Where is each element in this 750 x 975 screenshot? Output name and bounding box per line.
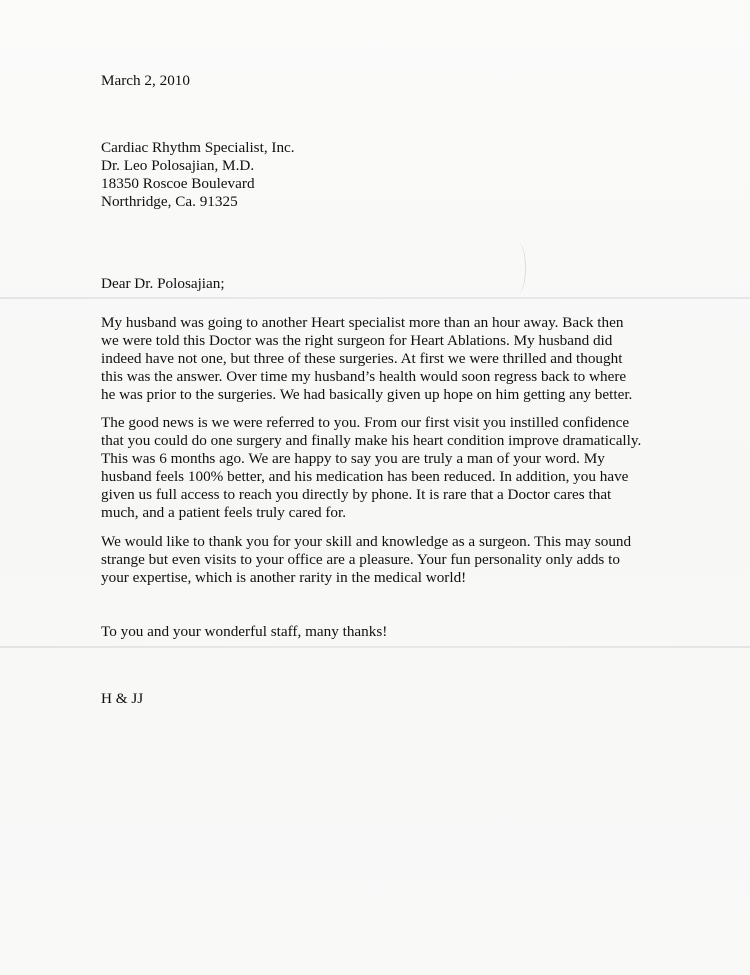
paragraph-line: he was prior to the surgeries. We had basically given up hope on him getting any better. <box>101 386 633 403</box>
paragraph-line: This was 6 months ago. We are happy to say you are truly a man of your word. My <box>101 450 605 467</box>
paragraph-line: My husband was going to another Heart specialist more than an hour away. Back then <box>101 314 624 331</box>
paragraph-line: that you could do one surgery and finally make his heart condition improve dramatically. <box>101 432 642 449</box>
paragraph-line: indeed have not one, but three of these surgeries. At first we were thrilled and thought <box>101 350 623 367</box>
paper-fold-upper <box>0 297 750 299</box>
signature: H & JJ <box>101 690 144 707</box>
salutation: Dear Dr. Polosajian; <box>101 275 225 292</box>
paragraph-line: We would like to thank you for your skill and knowledge as a surgeon. This may sound <box>101 533 632 550</box>
body-paragraph-1 <box>101 314 632 404</box>
paragraph-line: much, and a patient feels truly cared for. <box>101 504 347 521</box>
paragraph-line: your expertise, which is another rarity in the medical world! <box>101 569 467 586</box>
paragraph-line: we were told this Doctor was the right surgeon for Heart Ablations. My husband did <box>101 332 613 349</box>
body-paragraph-3 <box>101 533 631 587</box>
closing-line: To you and your wonderful staff, many thanks! <box>101 623 388 640</box>
paper-crease-mark <box>511 243 526 293</box>
address-line-street: 18350 Roscoe Boulevard <box>101 175 255 192</box>
recipient-address <box>101 139 295 211</box>
paragraph-line: strange but even visits to your office are a pleasure. Your fun personality only adds to <box>101 551 620 568</box>
paragraph-line: given us full access to reach you directly by phone. It is rare that a Doctor cares that <box>101 486 612 503</box>
paper-fold-lower <box>0 646 750 648</box>
address-line-doctor: Dr. Leo Polosajian, M.D. <box>101 157 255 174</box>
address-line-city: Northridge, Ca. 91325 <box>101 193 238 210</box>
letter-date: March 2, 2010 <box>101 72 190 89</box>
paragraph-line: this was the answer. Over time my husband’s health would soon regress back to where <box>101 368 627 385</box>
paragraph-line: husband feels 100% better, and his medication has been reduced. In addition, you have <box>101 468 629 485</box>
address-line-company: Cardiac Rhythm Specialist, Inc. <box>101 139 295 156</box>
body-paragraph-2 <box>101 414 641 522</box>
paragraph-line: The good news is we were referred to you. From our first visit you instilled confidence <box>101 414 630 431</box>
